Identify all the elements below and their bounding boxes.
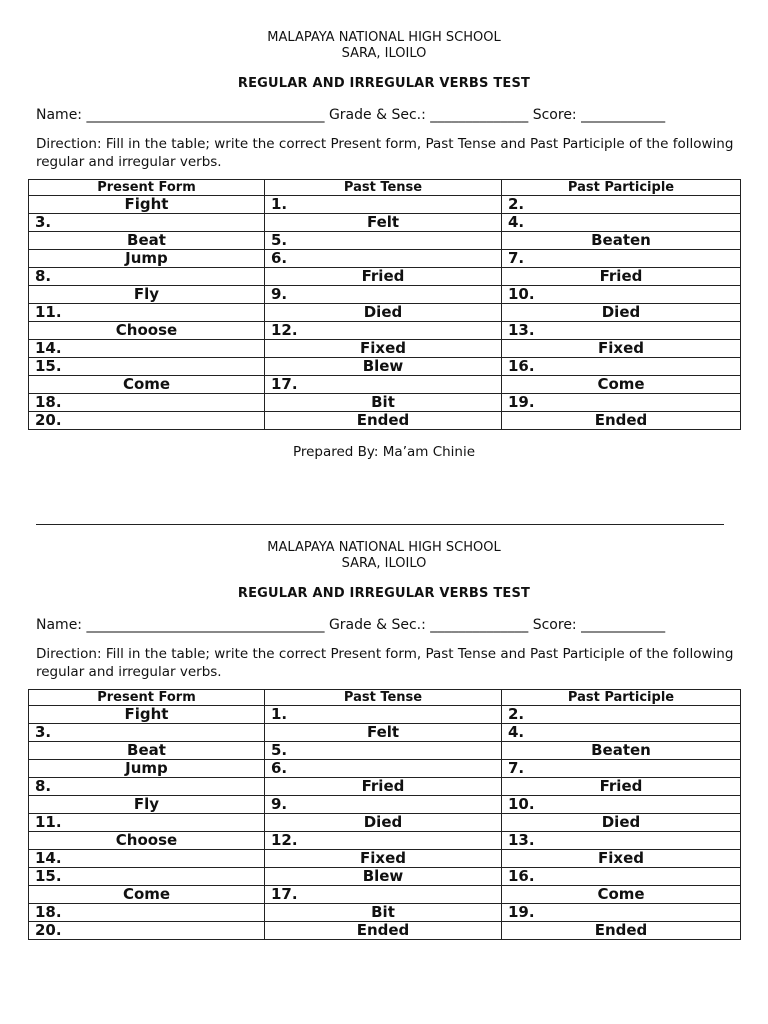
item-number: 5.: [271, 741, 288, 759]
school-name: MALAPAYA NATIONAL HIGH SCHOOL: [267, 540, 501, 555]
item-number: 9.: [271, 285, 288, 303]
cut-line-divider: [36, 524, 724, 525]
table-row: [29, 742, 741, 760]
verb-word: Bit: [371, 903, 395, 921]
verb-word: Come: [122, 375, 171, 393]
present-form-cell: [29, 394, 265, 412]
verb-word: Died: [601, 303, 641, 321]
table-row: [29, 304, 741, 322]
table-row: [29, 814, 741, 832]
table-row: [29, 232, 741, 250]
past-tense-cell: [265, 868, 502, 886]
table-row: [29, 322, 741, 340]
name-blank: __________________________________: [86, 107, 325, 123]
item-number: 12.: [271, 321, 298, 339]
past-tense-cell: [265, 760, 502, 778]
header-present-form: Present Form: [29, 690, 265, 706]
past-tense-cell: [265, 412, 502, 430]
table-row: [29, 778, 741, 796]
table-row: [29, 760, 741, 778]
table-row: [29, 886, 741, 904]
past-tense-cell: [265, 742, 502, 760]
past-participle-cell: [502, 814, 741, 832]
past-tense-cell: [265, 724, 502, 742]
verb-word: Ended: [356, 411, 410, 429]
item-number: 9.: [271, 795, 288, 813]
score-label: Score:: [532, 107, 577, 123]
present-form-cell: [29, 196, 265, 214]
item-number: 6.: [271, 759, 288, 777]
verb-word: Come: [597, 375, 645, 393]
item-number: 12.: [271, 831, 298, 849]
school-location: SARA, ILOILO: [341, 556, 427, 571]
present-form-cell: [29, 268, 265, 286]
item-number: 17.: [271, 375, 298, 393]
verb-word: Fly: [133, 285, 160, 303]
direction-text: Direction: Fill in the table; write the correct Present form, Past Tense and Past Participle of the following regular and irregular verbs.: [36, 136, 734, 170]
present-form-cell: [29, 778, 265, 796]
past-tense-cell: [265, 922, 502, 940]
item-number: 3.: [35, 213, 52, 231]
header-past-participle: Past Participle: [502, 180, 741, 196]
past-tense-cell: [265, 250, 502, 268]
score-blank: ____________: [581, 107, 666, 123]
item-number: 11.: [35, 813, 62, 831]
past-tense-cell: [265, 196, 502, 214]
table-row: [29, 358, 741, 376]
past-participle-cell: [502, 340, 741, 358]
present-form-cell: [29, 796, 265, 814]
past-participle-cell: [502, 196, 741, 214]
verb-word: Jump: [125, 249, 168, 267]
past-tense-cell: [265, 358, 502, 376]
name-blank: __________________________________: [86, 617, 325, 633]
worksheet-copy-2: [0, 540, 768, 940]
past-tense-cell: [265, 286, 502, 304]
past-participle-cell: [502, 376, 741, 394]
verb-word: Fixed: [598, 339, 644, 357]
past-participle-cell: [502, 778, 741, 796]
item-number: 4.: [508, 213, 525, 231]
present-form-cell: [29, 832, 265, 850]
worksheet-copy-1: [0, 30, 768, 460]
table-header-row: [29, 690, 741, 706]
verb-word: Blew: [362, 867, 404, 885]
item-number: 1.: [271, 705, 288, 723]
verbs-table: [28, 179, 741, 430]
verb-word: Beat: [127, 741, 166, 759]
verb-word: Fixed: [360, 849, 406, 867]
verb-word: Come: [122, 885, 171, 903]
item-number: 13.: [508, 831, 535, 849]
table-row: [29, 214, 741, 232]
present-form-cell: [29, 214, 265, 232]
table-row: [29, 250, 741, 268]
item-number: 6.: [271, 249, 288, 267]
past-tense-cell: [265, 394, 502, 412]
past-participle-cell: [502, 850, 741, 868]
present-form-cell: [29, 850, 265, 868]
name-label: Name:: [36, 107, 83, 123]
item-number: 14.: [35, 849, 62, 867]
verb-word: Fried: [599, 267, 643, 285]
past-tense-cell: [265, 904, 502, 922]
table-row: [29, 268, 741, 286]
past-participle-cell: [502, 868, 741, 886]
present-form-cell: [29, 868, 265, 886]
verb-word: Ended: [356, 921, 410, 939]
item-number: 18.: [35, 903, 62, 921]
table-row: [29, 832, 741, 850]
item-number: 8.: [35, 267, 52, 285]
item-number: 1.: [271, 195, 288, 213]
verb-word: Died: [363, 813, 403, 831]
item-number: 14.: [35, 339, 62, 357]
table-row: [29, 706, 741, 724]
grade-label: Grade & Sec.:: [328, 617, 426, 633]
past-participle-cell: [502, 412, 741, 430]
past-participle-cell: [502, 724, 741, 742]
prepared-by: Prepared By: Ma’am Chinie: [292, 444, 476, 460]
present-form-cell: [29, 250, 265, 268]
past-participle-cell: [502, 886, 741, 904]
verb-word: Come: [597, 885, 645, 903]
present-form-cell: [29, 904, 265, 922]
verb-word: Felt: [366, 213, 400, 231]
school-location: SARA, ILOILO: [341, 46, 427, 61]
verbs-table: [28, 689, 741, 940]
table-row: [29, 394, 741, 412]
present-form-cell: [29, 322, 265, 340]
present-form-cell: [29, 922, 265, 940]
verb-word: Fried: [361, 267, 405, 285]
table-row: [29, 904, 741, 922]
verb-word: Fried: [361, 777, 405, 795]
past-tense-cell: [265, 376, 502, 394]
item-number: 8.: [35, 777, 52, 795]
past-tense-cell: [265, 268, 502, 286]
score-blank: ____________: [581, 617, 666, 633]
table-header-row: [29, 180, 741, 196]
item-number: 15.: [35, 357, 62, 375]
present-form-cell: [29, 340, 265, 358]
item-number: 13.: [508, 321, 535, 339]
present-form-cell: [29, 412, 265, 430]
grade-label: Grade & Sec.:: [328, 107, 426, 123]
header-past-tense: Past Tense: [265, 690, 502, 706]
name-label: Name:: [36, 617, 83, 633]
past-tense-cell: [265, 340, 502, 358]
verb-word: Fixed: [360, 339, 406, 357]
past-participle-cell: [502, 760, 741, 778]
direction-text: Direction: Fill in the table; write the correct Present form, Past Tense and Past Participle of the following regular and irregular verbs.: [36, 646, 734, 680]
present-form-cell: [29, 760, 265, 778]
present-form-cell: [29, 286, 265, 304]
table-row: [29, 412, 741, 430]
past-participle-cell: [502, 358, 741, 376]
past-participle-cell: [502, 232, 741, 250]
past-participle-cell: [502, 706, 741, 724]
verb-word: Died: [601, 813, 641, 831]
item-number: 10.: [508, 795, 535, 813]
item-number: 5.: [271, 231, 288, 249]
past-participle-cell: [502, 742, 741, 760]
student-info-line: [36, 615, 736, 635]
verb-word: Fight: [124, 705, 169, 723]
verb-word: Fly: [133, 795, 160, 813]
school-name: MALAPAYA NATIONAL HIGH SCHOOL: [267, 30, 501, 45]
item-number: 19.: [508, 393, 535, 411]
present-form-cell: [29, 742, 265, 760]
past-participle-cell: [502, 394, 741, 412]
item-number: 20.: [35, 921, 62, 939]
verb-word: Ended: [594, 921, 648, 939]
table-row: [29, 340, 741, 358]
verb-word: Fixed: [598, 849, 644, 867]
present-form-cell: [29, 232, 265, 250]
past-tense-cell: [265, 706, 502, 724]
table-row: [29, 196, 741, 214]
item-number: 7.: [508, 759, 525, 777]
table-row: [29, 796, 741, 814]
verb-word: Felt: [366, 723, 400, 741]
verb-word: Ended: [594, 411, 648, 429]
item-number: 2.: [508, 195, 525, 213]
table-row: [29, 922, 741, 940]
past-participle-cell: [502, 214, 741, 232]
present-form-cell: [29, 724, 265, 742]
verb-word: Fried: [599, 777, 643, 795]
item-number: 4.: [508, 723, 525, 741]
verb-word: Beaten: [591, 741, 651, 759]
past-tense-cell: [265, 886, 502, 904]
past-tense-cell: [265, 814, 502, 832]
past-participle-cell: [502, 922, 741, 940]
table-row: [29, 286, 741, 304]
past-tense-cell: [265, 832, 502, 850]
verb-word: Beat: [127, 231, 166, 249]
student-info-line: [36, 105, 736, 125]
past-participle-cell: [502, 796, 741, 814]
verb-word: Bit: [371, 393, 395, 411]
item-number: 19.: [508, 903, 535, 921]
verb-word: Choose: [115, 831, 178, 849]
score-label: Score:: [532, 617, 577, 633]
item-number: 17.: [271, 885, 298, 903]
present-form-cell: [29, 814, 265, 832]
table-row: [29, 850, 741, 868]
past-participle-cell: [502, 268, 741, 286]
item-number: 15.: [35, 867, 62, 885]
past-tense-cell: [265, 232, 502, 250]
item-number: 7.: [508, 249, 525, 267]
past-participle-cell: [502, 286, 741, 304]
past-participle-cell: [502, 304, 741, 322]
item-number: 10.: [508, 285, 535, 303]
item-number: 16.: [508, 357, 535, 375]
header-past-tense: Past Tense: [265, 180, 502, 196]
item-number: 18.: [35, 393, 62, 411]
past-participle-cell: [502, 832, 741, 850]
past-tense-cell: [265, 214, 502, 232]
grade-blank: ______________: [430, 617, 529, 633]
present-form-cell: [29, 358, 265, 376]
verb-word: Blew: [362, 357, 404, 375]
header-present-form: Present Form: [29, 180, 265, 196]
item-number: 2.: [508, 705, 525, 723]
verb-word: Beaten: [591, 231, 651, 249]
table-row: [29, 376, 741, 394]
past-participle-cell: [502, 250, 741, 268]
present-form-cell: [29, 706, 265, 724]
past-tense-cell: [265, 304, 502, 322]
verb-word: Died: [363, 303, 403, 321]
grade-blank: ______________: [430, 107, 529, 123]
item-number: 16.: [508, 867, 535, 885]
present-form-cell: [29, 304, 265, 322]
past-participle-cell: [502, 322, 741, 340]
present-form-cell: [29, 376, 265, 394]
verb-word: Choose: [115, 321, 178, 339]
past-participle-cell: [502, 904, 741, 922]
header-past-participle: Past Participle: [502, 690, 741, 706]
present-form-cell: [29, 886, 265, 904]
past-tense-cell: [265, 850, 502, 868]
item-number: 3.: [35, 723, 52, 741]
past-tense-cell: [265, 322, 502, 340]
item-number: 20.: [35, 411, 62, 429]
item-number: 11.: [35, 303, 62, 321]
table-row: [29, 724, 741, 742]
past-tense-cell: [265, 778, 502, 796]
verb-word: Jump: [125, 759, 168, 777]
past-tense-cell: [265, 796, 502, 814]
table-row: [29, 868, 741, 886]
test-title: REGULAR AND IRREGULAR VERBS TEST: [237, 586, 531, 601]
test-title: REGULAR AND IRREGULAR VERBS TEST: [237, 76, 531, 91]
verb-word: Fight: [124, 195, 169, 213]
